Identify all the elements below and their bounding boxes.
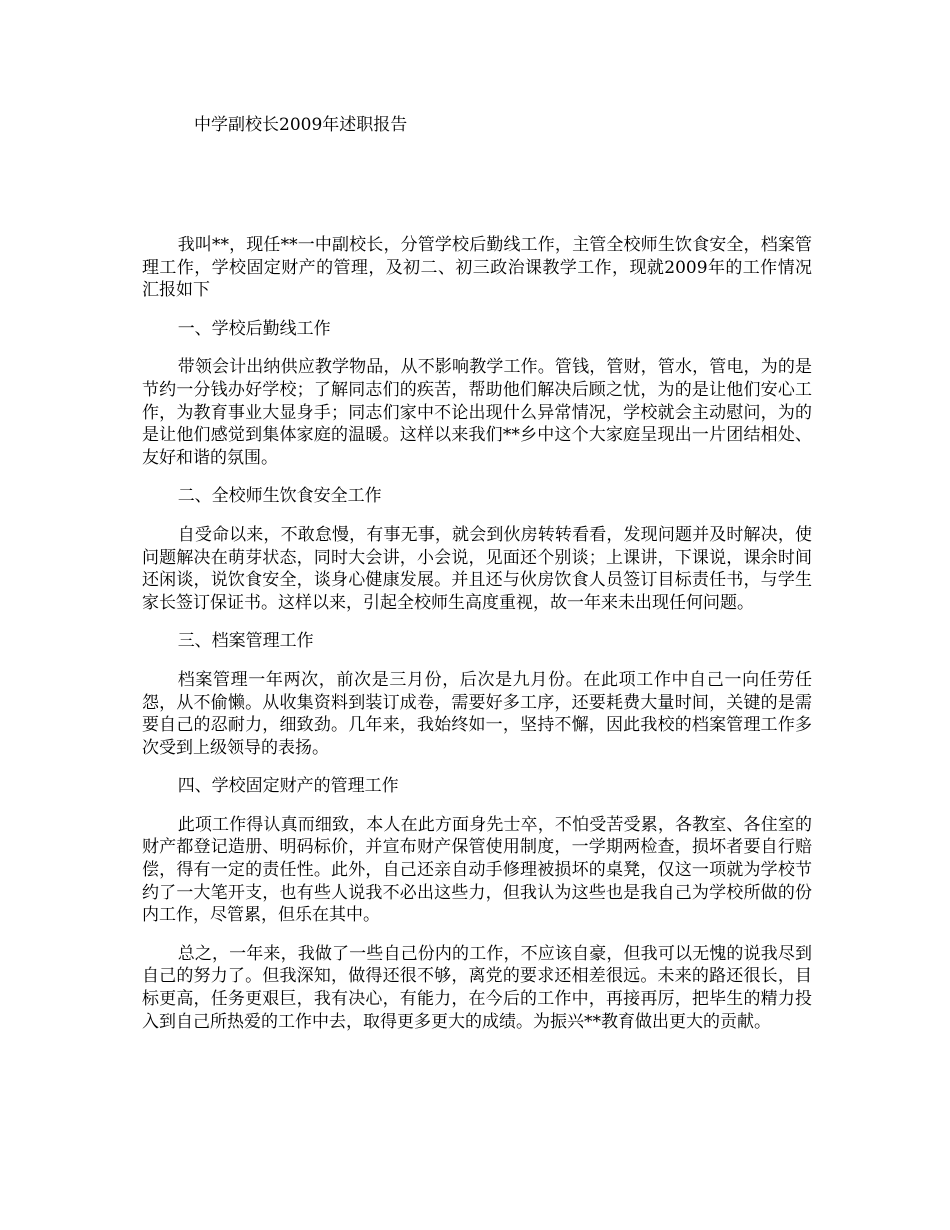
section-heading-archives: 三、档案管理工作 [177,631,314,652]
section-body-fixed-assets: 此项工作得认真而细致，本人在此方面身先士卒，不怕受苦受累，各教室、各住室的财产都登记造册、明码标价，并宣布财产保管使用制度，一学期两检查，损坏者要自行赔偿，得有一定的责任性。此外，自己还亲自动手修理被损坏的桌凳，仅这一项就为学校节约了一大笔开支，也有些人说我不必出这些力，但我认为这些也是我自己为学校所做的份内工作，尽管累，但乐在其中。 [142,814,812,926]
section-body-logistics: 带领会计出纳供应教学物品，从不影响教学工作。管钱，管财，管水，管电，为的是节约一分钱办好学校；了解同志们的疾苦，帮助他们解决后顾之忧，为的是让他们安心工作，为教育事业大显身手；同志们家中不论出现什么异常情况，学校就会主动慰问，为的是让他们感觉到集体家庭的温暖。这样以来我们**乡中这个大家庭呈现出一片团结相处、友好和谐的氛围。 [142,357,812,468]
section-heading-food-safety: 二、全校师生饮食安全工作 [177,486,382,507]
section-heading-fixed-assets: 四、学校固定财产的管理工作 [177,776,399,797]
document-body [142,234,812,1049]
intro-paragraph: 我叫**，现任**一中副校长，分管学校后勤线工作，主管全校师生饮食安全，档案管理工作，学校固定财产的管理，及初二、初三政治课教学工作，现就2009年的工作情况汇报如下 [142,235,812,301]
section-body-food-safety: 自受命以来，不敢怠慢，有事无事，就会到伙房转转看看，发现问题并及时解决，使问题解决在萌芽状态，同时大会讲，小会说，见面还个别谈；上课讲，下课说，课余时间还闲谈，说饮食安全，谈身心健康发展。并且还与伙房饮食人员签订目标责任书，与学生家长签订保证书。这样以来，引起全校师生高度重视，故一年来未出现任何问题。 [142,524,812,613]
conclusion-paragraph: 总之，一年来，我做了一些自己份内的工作，不应该自豪，但我可以无愧的说我尽到自己的努力了。但我深知，做得还很不够，离党的要求还相差很远。未来的路还很长，目标更高，任务更艰巨，我有决心，有能力，在今后的工作中，再接再厉，把毕生的精力投入到自己所热爱的工作中去，取得更多更大的成绩。为振兴**教育做出更大的贡献。 [142,943,812,1032]
document-title: 中学副校长2009年述职报告 [194,115,408,135]
section-heading-logistics: 一、学校后勤线工作 [177,318,331,339]
section-body-archives: 档案管理一年两次，前次是三月份，后次是九月份。在此项工作中自己一向任劳任怨，从不偷懒。从收集资料到装订成卷，需要好多工序，还要耗费大量时间，关键的是需要自己的忍耐力，细致劲。几年来，我始终如一，坚持不懈，因此我校的档案管理工作多次受到上级领导的表扬。 [142,669,812,758]
